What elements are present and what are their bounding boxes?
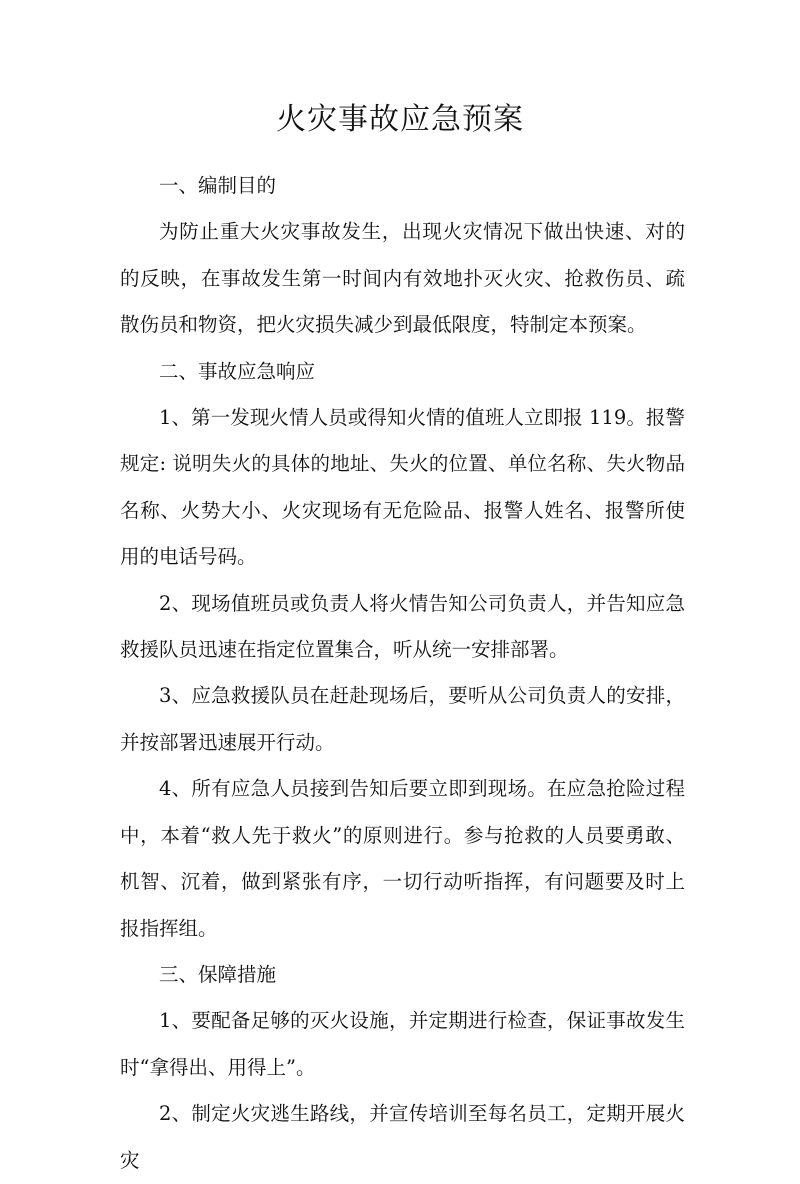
section-heading-safeguards: 三、保障措施 [159, 962, 277, 986]
paragraph-response-3: 3、应急救援队员在赶赴现场后，要听从公司负责人的安排，并按部署迅速展开行动。 [120, 684, 685, 754]
paragraph-safeguards-1: 1、要配备足够的灭火设施，并定期进行检查，保证事故发生时“拿得出、用得上”。 [120, 1009, 685, 1079]
document-title: 火灾事故应急预案 [276, 102, 524, 137]
paragraph-response-1: 1、第一发现火情人员或得知火情的值班人立即报 119。报警规定: 说明失火的具体的地址、失火的位置、单位名称、失火物品名称、火势大小、火灾现场有无危险品、报警人姓名、报警所使用的电话号码。 [120, 406, 685, 569]
paragraph-safeguards-2: 2、制定火灾逃生路线，并宣传培训至每名员工，定期开展火灾 [120, 1102, 685, 1172]
paragraph-response-4: 4、所有应急人员接到告知后要立即到现场。在应急抢险过程中，本着“救人先于救火”的原则进行。参与抢救的人员要勇敢、机智、沉着，做到紧张有序，一切行动听指挥，有问题要及时上报指挥组。 [120, 777, 685, 940]
document-body [120, 163, 685, 1184]
section-heading-response: 二、事故应急响应 [159, 359, 316, 383]
paragraph-purpose: 为防止重大火灾事故发生，出现火灾情况下做出快速、对的的反映，在事故发生第一时间内有效地扑灭火灾、抢救伤员、疏散伤员和物资，把火灾损失减少到最低限度，特制定本预案。 [120, 220, 685, 337]
section-heading-purpose: 一、编制目的 [159, 174, 277, 197]
paragraph-response-2: 2、现场值班员或负责人将火情告知公司负责人，并告知应急救援队员迅速在指定位置集合，听从统一安排部署。 [120, 591, 685, 662]
